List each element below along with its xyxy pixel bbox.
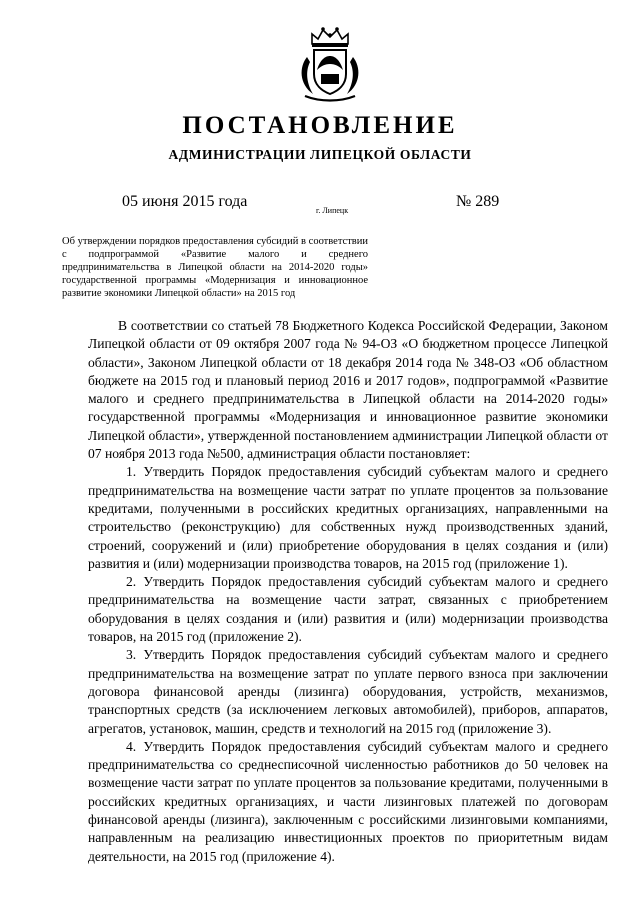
issuer-name: АДМИНИСТРАЦИИ ЛИПЕЦКОЙ ОБЛАСТИ: [168, 147, 472, 162]
document-body: [88, 317, 608, 866]
item-2-paragraph: 2. Утвердить Порядок предоставления субсидий субъектам малого и среднего предпринимательства на возмещение части затрат, связанных с приобретением оборудования в целях создания и (или) развития и (или) модернизации производства товаров, на 2015 год (приложение 2).: [88, 574, 608, 645]
item-4-paragraph: 4. Утвердить Порядок предоставления субсидий субъектам малого и среднего предпринимательства со среднесписочной численностью работников до 50 человек на возмещение части затрат по уплате процентов за пользование кредитами, полученными в российских кредитных организациях, и части лизинговых платежей по договорам финансовой аренды (лизинга), заключенным с российскими лизинговыми компаниями, направленным на реализацию инвестиционных проектов по приоритетным видам деятельности, на 2015 год (приложение 4).: [88, 738, 608, 864]
document-city: г. Липецк: [316, 206, 349, 215]
item-1-paragraph: 1. Утвердить Порядок предоставления субсидий субъектам малого и среднего предпринимательства на возмещение части затрат по уплате процентов за пользование кредитами, полученными в российских кредитных организациях, направленными на строительство (реконструкцию) для собственных нужд производственных зданий, строений, сооружений и (или) приобретение оборудования в целях создания и (или) развития и (или) модернизации производства товаров, на 2015 год (приложение 1).: [88, 464, 608, 571]
item-3-paragraph: 3. Утвердить Порядок предоставления субсидий субъектам малого и среднего предпринимательства на возмещение затрат по уплате первого взноса при заключении договора финансовой аренды (лизинга) оборудования, устройств, механизмов, транспортных средств (за исключением легковых автомобилей), приборов, аппаратов, агрегатов, установок, машин, средств и технологий на 2015 год (приложение 3).: [88, 647, 608, 736]
document-date: 05 июня 2015 года: [122, 193, 248, 210]
document-subject: Об утверждении порядков предоставления субсидий в соответствии с подпрограммой «Развитие малого и среднего предпринимательства в Липецкой области на 2014-2020 годы» государственной программы «Модернизация и инновационное развитие экономики Липецкой области» на 2015 год: [62, 236, 368, 299]
preamble-paragraph: В соответствии со статьей 78 Бюджетного Кодекса Российской Федерации, Законом Липецкой области от 09 октября 2007 года № 94-ОЗ «О бюджетном процессе Липецкой области», Законом Липецкой области от 18 декабря 2014 года № 348-ОЗ «Об областном бюджете на 2015 год и плановый период 2016 и 2017 годов», подпрограммой «Развитие малого и среднего предпринимательства в Липецкой области на 2014-2020 годы» государственной программы «Модернизация и инновационное развитие экономики Липецкой области», утвержденной постановлением администрации Липецкой области от 07 ноября 2013 года №500, администрация области постановляет:: [88, 318, 608, 462]
lipetsk-coat-of-arms-icon: [295, 22, 365, 102]
document-number: № 289: [456, 193, 500, 210]
document-title: ПОСТАНОВЛЕНИЕ: [182, 112, 458, 139]
